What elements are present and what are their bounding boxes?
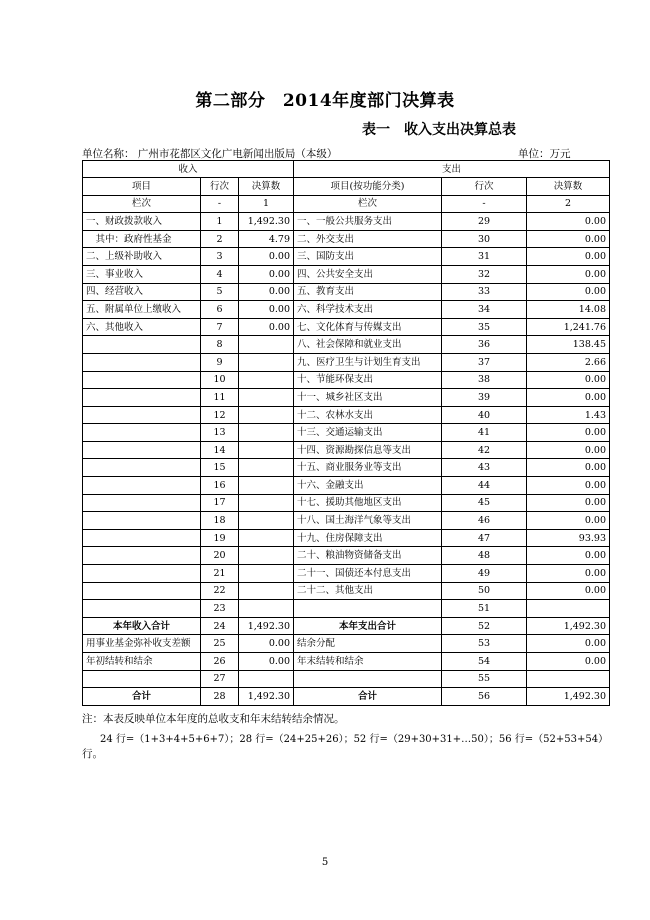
cell-r-amt — [527, 600, 610, 618]
cell-r-line: 47 — [442, 529, 527, 547]
cell-r-item: 六、科学技术支出 — [294, 301, 442, 319]
cell-r-line: 36 — [442, 336, 527, 354]
cell-r-line: 31 — [442, 248, 527, 266]
cell-r-item: 十五、商业服务业等支出 — [294, 459, 442, 477]
cell-r-amt: 0.00 — [527, 424, 610, 442]
cell-r-item: 年末结转和结余 — [294, 653, 442, 671]
cell-l-item — [83, 336, 201, 354]
cell-l-line: 10 — [201, 371, 239, 389]
cell-l-line: 26 — [201, 653, 239, 671]
table-row — [83, 688, 610, 706]
table-row — [83, 653, 610, 671]
cell-r-item: 二十、粮油物资储备支出 — [294, 547, 442, 565]
cell-l-item: 五、附属单位上缴收入 — [83, 301, 201, 319]
cell-l-item — [83, 582, 201, 600]
cell-l-line: 7 — [201, 318, 239, 336]
cell-r-amt: 0.00 — [527, 494, 610, 512]
cell-l-amt — [239, 565, 294, 583]
cell-r-line: 41 — [442, 424, 527, 442]
cell-r-line: 42 — [442, 441, 527, 459]
cell-l-item — [83, 371, 201, 389]
cell-l-amt — [239, 424, 294, 442]
cell-r-line: 40 — [442, 406, 527, 424]
cell-l-amt — [239, 582, 294, 600]
table-row — [83, 670, 610, 688]
cell-r-item — [294, 600, 442, 618]
cell-r-item: 十一、城乡社区支出 — [294, 389, 442, 407]
cell-l-line: 6 — [201, 301, 239, 319]
page-number: 5 — [321, 857, 329, 868]
cell-l-item — [83, 477, 201, 495]
cell-r-line: 32 — [442, 265, 527, 283]
cell-r-amt: 0.00 — [527, 635, 610, 653]
cell-r-amt: 0.00 — [527, 389, 610, 407]
cell-l-line: 9 — [201, 353, 239, 371]
cell-r-item: 十四、资源勘探信息等支出 — [294, 441, 442, 459]
income-header: 收入 — [83, 161, 294, 178]
cell-l-item: 年初结转和结余 — [83, 653, 201, 671]
cell-l-amt — [239, 441, 294, 459]
cell-l-amt: 0.00 — [239, 635, 294, 653]
cell-l-line: 28 — [201, 688, 239, 706]
cell-l-line: 2 — [201, 230, 239, 248]
table-row — [83, 547, 610, 565]
cell-r-amt: 14.08 — [527, 301, 610, 319]
table-row — [83, 248, 610, 266]
cell-r-line: 33 — [442, 283, 527, 301]
col-dash: - — [442, 195, 527, 212]
cell-l-item — [83, 389, 201, 407]
cell-l-item: 六、其他收入 — [83, 318, 201, 336]
col-header-line: 行次 — [201, 178, 239, 195]
table-row — [83, 477, 610, 495]
cell-r-amt: 0.00 — [527, 265, 610, 283]
table-row — [83, 336, 610, 354]
cell-l-amt — [239, 353, 294, 371]
table-row — [83, 441, 610, 459]
col-number-1: 1 — [239, 195, 294, 212]
cell-r-line: 35 — [442, 318, 527, 336]
cell-r-item: 十七、援助其他地区支出 — [294, 494, 442, 512]
table-row — [83, 406, 610, 424]
cell-l-line: 27 — [201, 670, 239, 688]
cell-r-item: 四、公共安全支出 — [294, 265, 442, 283]
formula-note: 24 行=（1+3+4+5+6+7）；28 行=（24+25+26）；52 行=（29+30+31+…50）；56 行=（52+53+54） — [100, 734, 609, 745]
cell-r-amt: 0.00 — [527, 459, 610, 477]
cell-r-item: 十、节能环保支出 — [294, 371, 442, 389]
cell-r-amt: 0.00 — [527, 371, 610, 389]
cell-l-item — [83, 600, 201, 618]
cell-l-item — [83, 424, 201, 442]
cell-r-item: 三、国防支出 — [294, 248, 442, 266]
table-row — [83, 371, 610, 389]
cell-l-item: 三、事业收入 — [83, 265, 201, 283]
cell-l-item — [83, 529, 201, 547]
cell-r-amt — [527, 670, 610, 688]
cell-l-amt — [239, 600, 294, 618]
cell-r-item: 十六、金融支出 — [294, 477, 442, 495]
col-header-amount: 决算数 — [527, 178, 610, 195]
cell-r-amt: 0.00 — [527, 477, 610, 495]
cell-l-line: 16 — [201, 477, 239, 495]
cell-r-line: 54 — [442, 653, 527, 671]
table-row — [83, 582, 610, 600]
cell-r-amt: 1,492.30 — [527, 688, 610, 706]
table-row — [83, 318, 610, 336]
table-row — [83, 301, 610, 319]
cell-l-item: 其中：政府性基金 — [83, 230, 201, 248]
page-title: 第二部分 2014年度部门决算表 — [195, 91, 455, 111]
table-row — [83, 389, 610, 407]
cell-l-item: 本年收入合计 — [83, 617, 201, 635]
cell-r-line: 50 — [442, 582, 527, 600]
cell-l-amt: 0.00 — [239, 653, 294, 671]
cell-l-item — [83, 494, 201, 512]
table-row — [83, 265, 610, 283]
cell-r-item: 十八、国土海洋气象等支出 — [294, 512, 442, 530]
cell-l-amt — [239, 389, 294, 407]
cell-l-line: 24 — [201, 617, 239, 635]
cell-l-line: 17 — [201, 494, 239, 512]
cell-r-item: 七、文化体育与传媒支出 — [294, 318, 442, 336]
table-row — [83, 494, 610, 512]
cell-l-amt — [239, 406, 294, 424]
table-title: 表一 收入支出决算总表 — [362, 122, 516, 138]
cell-l-amt: 0.00 — [239, 248, 294, 266]
cell-l-amt: 0.00 — [239, 301, 294, 319]
cell-r-line: 55 — [442, 670, 527, 688]
cell-r-line: 51 — [442, 600, 527, 618]
table-row — [83, 353, 610, 371]
cell-r-line: 44 — [442, 477, 527, 495]
cell-r-item: 十二、农林水支出 — [294, 406, 442, 424]
cell-r-line: 39 — [442, 389, 527, 407]
cell-r-amt: 1.43 — [527, 406, 610, 424]
cell-l-item — [83, 406, 201, 424]
table-row — [83, 230, 610, 248]
cell-l-line: 15 — [201, 459, 239, 477]
cell-l-amt — [239, 459, 294, 477]
cell-r-line: 34 — [442, 301, 527, 319]
currency-unit: 单位：万元 — [518, 148, 571, 160]
cell-l-amt: 1,492.30 — [239, 213, 294, 231]
cell-l-line: 14 — [201, 441, 239, 459]
cell-r-amt: 0.00 — [527, 283, 610, 301]
cell-l-line: 11 — [201, 389, 239, 407]
col-header-item-func: 项目(按功能分类) — [294, 178, 442, 195]
cell-r-amt: 0.00 — [527, 512, 610, 530]
cell-l-item — [83, 565, 201, 583]
cell-r-item: 结余分配 — [294, 635, 442, 653]
cell-r-item — [294, 670, 442, 688]
cell-l-amt: 0.00 — [239, 283, 294, 301]
cell-l-item: 四、经营收入 — [83, 283, 201, 301]
table-row — [83, 424, 610, 442]
cell-l-item — [83, 547, 201, 565]
cell-l-item — [83, 353, 201, 371]
cell-r-line: 56 — [442, 688, 527, 706]
cell-r-item: 十九、住房保障支出 — [294, 529, 442, 547]
cell-r-line: 46 — [442, 512, 527, 530]
cell-r-amt: 93.93 — [527, 529, 610, 547]
cell-r-amt: 0.00 — [527, 441, 610, 459]
expense-header: 支出 — [294, 161, 610, 178]
table-row — [83, 600, 610, 618]
cell-l-line: 4 — [201, 265, 239, 283]
table-row — [83, 459, 610, 477]
cell-r-amt: 0.00 — [527, 547, 610, 565]
cell-r-item: 二十一、国债还本付息支出 — [294, 565, 442, 583]
cell-l-line: 1 — [201, 213, 239, 231]
formula-note-tail: 行。 — [82, 748, 103, 760]
cell-r-line: 52 — [442, 617, 527, 635]
table-row — [83, 617, 610, 635]
cell-r-item: 本年支出合计 — [294, 617, 442, 635]
cell-l-amt — [239, 494, 294, 512]
cell-r-item: 一、一般公共服务支出 — [294, 213, 442, 231]
cell-r-item: 二十二、其他支出 — [294, 582, 442, 600]
col-dash: - — [201, 195, 239, 212]
cell-r-item: 二、外交支出 — [294, 230, 442, 248]
cell-l-line: 21 — [201, 565, 239, 583]
cell-l-item: 二、上级补助收入 — [83, 248, 201, 266]
cell-l-line: 13 — [201, 424, 239, 442]
cell-l-line: 20 — [201, 547, 239, 565]
cell-l-item — [83, 512, 201, 530]
cell-r-amt: 0.00 — [527, 565, 610, 583]
cell-r-line: 53 — [442, 635, 527, 653]
cell-l-amt — [239, 477, 294, 495]
cell-l-line: 23 — [201, 600, 239, 618]
unit-name: 单位名称： 广州市花都区文化广电新闻出版局（本级） — [82, 148, 338, 160]
cell-l-amt — [239, 371, 294, 389]
cell-l-amt — [239, 529, 294, 547]
cell-l-amt: 0.00 — [239, 265, 294, 283]
col-header-line: 行次 — [442, 178, 527, 195]
col-header-amount: 决算数 — [239, 178, 294, 195]
col-label: 栏次 — [294, 195, 442, 212]
cell-l-line: 18 — [201, 512, 239, 530]
cell-l-line: 25 — [201, 635, 239, 653]
table-row — [83, 565, 610, 583]
cell-l-item: 合计 — [83, 688, 201, 706]
cell-l-amt — [239, 670, 294, 688]
col-number-2: 2 — [527, 195, 610, 212]
cell-r-line: 49 — [442, 565, 527, 583]
cell-l-amt: 1,492.30 — [239, 617, 294, 635]
cell-r-line: 38 — [442, 371, 527, 389]
cell-r-item: 合计 — [294, 688, 442, 706]
cell-l-amt — [239, 336, 294, 354]
cell-l-line: 19 — [201, 529, 239, 547]
cell-r-line: 30 — [442, 230, 527, 248]
cell-r-item: 十三、交通运输支出 — [294, 424, 442, 442]
cell-l-item — [83, 441, 201, 459]
cell-r-amt: 2.66 — [527, 353, 610, 371]
cell-r-item: 八、社会保障和就业支出 — [294, 336, 442, 354]
cell-l-item: 用事业基金弥补收支差额 — [83, 635, 201, 653]
cell-r-amt: 138.45 — [527, 336, 610, 354]
table-row — [83, 529, 610, 547]
cell-l-amt — [239, 512, 294, 530]
cell-l-amt — [239, 547, 294, 565]
cell-l-item: 一、财政拨款收入 — [83, 213, 201, 231]
cell-r-amt: 1,492.30 — [527, 617, 610, 635]
income-expense-table — [82, 160, 610, 706]
table-row — [83, 213, 610, 231]
cell-l-line: 12 — [201, 406, 239, 424]
cell-l-item — [83, 459, 201, 477]
cell-r-item: 五、教育支出 — [294, 283, 442, 301]
cell-r-item: 九、医疗卫生与计划生育支出 — [294, 353, 442, 371]
cell-r-amt: 0.00 — [527, 230, 610, 248]
cell-r-line: 29 — [442, 213, 527, 231]
table-note: 注：本表反映单位本年度的总收支和年末结转结余情况。 — [82, 713, 345, 725]
cell-l-amt: 0.00 — [239, 318, 294, 336]
cell-r-amt: 0.00 — [527, 248, 610, 266]
table-row — [83, 512, 610, 530]
cell-r-line: 43 — [442, 459, 527, 477]
cell-l-item — [83, 670, 201, 688]
table-row — [83, 283, 610, 301]
col-header-item: 项目 — [83, 178, 201, 195]
cell-r-line: 37 — [442, 353, 527, 371]
cell-r-amt: 0.00 — [527, 653, 610, 671]
table-row — [83, 635, 610, 653]
cell-r-line: 48 — [442, 547, 527, 565]
cell-r-amt: 0.00 — [527, 582, 610, 600]
cell-r-line: 45 — [442, 494, 527, 512]
cell-l-amt: 1,492.30 — [239, 688, 294, 706]
cell-l-line: 5 — [201, 283, 239, 301]
cell-r-amt: 0.00 — [527, 213, 610, 231]
cell-l-line: 8 — [201, 336, 239, 354]
cell-r-amt: 1,241.76 — [527, 318, 610, 336]
cell-l-line: 22 — [201, 582, 239, 600]
cell-l-line: 3 — [201, 248, 239, 266]
cell-l-amt: 4.79 — [239, 230, 294, 248]
col-label: 栏次 — [83, 195, 201, 212]
